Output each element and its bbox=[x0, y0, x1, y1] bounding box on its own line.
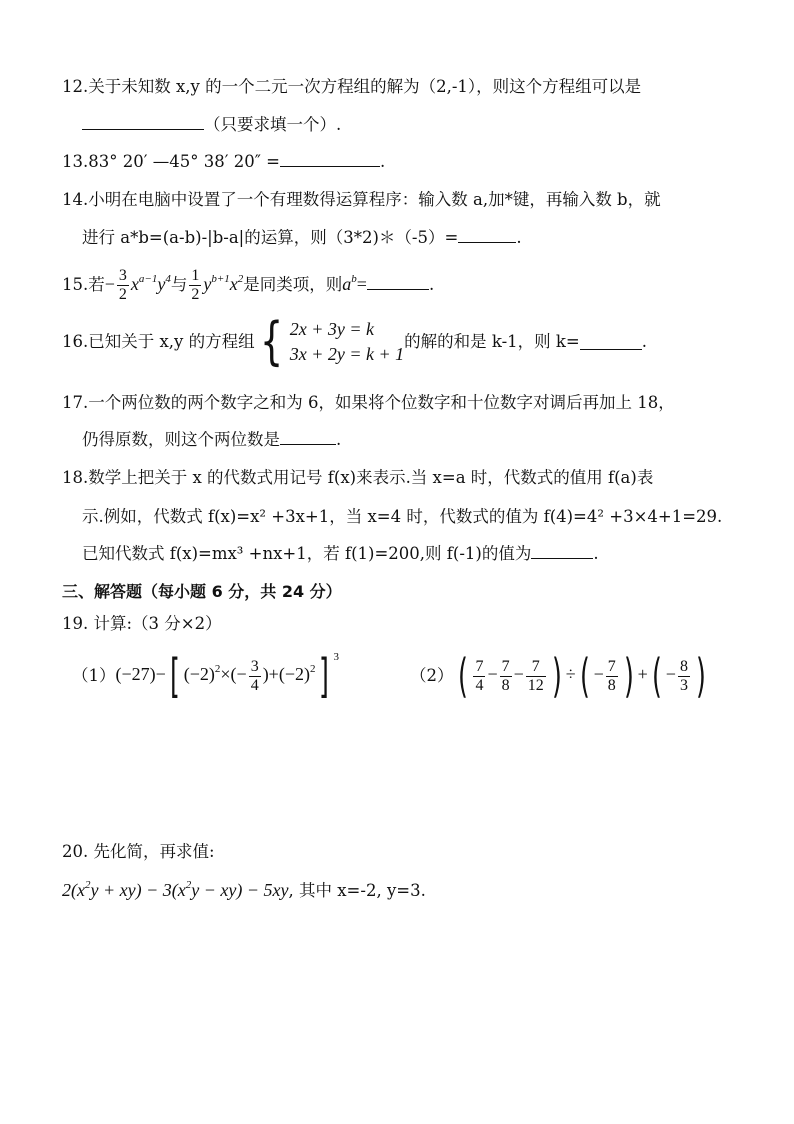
q19-part2 bbox=[410, 650, 710, 702]
q13-end: . bbox=[379, 152, 386, 171]
equation-1: 2x + 3y = k bbox=[289, 319, 374, 339]
q18-line2: 示.例如，代数式 f(x)=x² +3x+1，当 x=4 时，代数式的值为 f(4)=4² +3×4+1=29. bbox=[82, 507, 723, 526]
q14-end: . bbox=[516, 228, 522, 247]
q19-part1 bbox=[72, 650, 339, 702]
answer-blank[interactable] bbox=[82, 114, 204, 130]
q19-title: 19. 计算:（3 分×2） bbox=[62, 614, 222, 633]
q17-line1: 17.一个两位数的两个数字之和为 6，如果将个位数字和十位数字对调后再加上 18， bbox=[62, 393, 675, 412]
q15-fraction-1: $\frac{3}{2}$ bbox=[118, 267, 127, 303]
q12-note: （只要求填一个）. bbox=[204, 115, 342, 134]
section-title: 三、解答题（每小题 6 分，共 24 分） bbox=[62, 582, 342, 601]
answer-blank[interactable] bbox=[580, 334, 642, 350]
q17-text: 仍得原数，则这个两位数是 bbox=[82, 430, 280, 449]
q15-suffix: 是同类项，则 bbox=[243, 275, 343, 294]
q15: 15.若− $\frac{3}{2}$ $x^{a-1}y^4$与 $\frac{1}{2}$ $y^{b+1}x^2$是同类项，则$a^b=$ . bbox=[62, 267, 435, 303]
q16-end: . bbox=[641, 332, 647, 351]
q15-end: . bbox=[428, 275, 435, 294]
answer-blank[interactable] bbox=[280, 429, 336, 445]
q20-title: 20. 先化简，再求值: bbox=[62, 842, 215, 861]
q14-line2 bbox=[82, 226, 522, 250]
q16 bbox=[62, 314, 647, 370]
q12-line2 bbox=[82, 113, 341, 137]
answer-blank[interactable] bbox=[367, 274, 429, 290]
answer-blank[interactable] bbox=[280, 151, 380, 167]
answer-blank[interactable] bbox=[531, 543, 593, 559]
answer-blank[interactable] bbox=[458, 227, 516, 243]
q15-prefix: 15.若 bbox=[62, 275, 105, 294]
q18-text: 已知代数式 f(x)=mx³ +nx+1，若 f(1)=200,则 f(-1)的值为 bbox=[82, 544, 532, 563]
q19-part1-expression: (−27)−[ $(-2)^2\times(-$ $\frac{3}{4}$ )$+(-2)^2$] $^3$ bbox=[115, 649, 339, 703]
q17-end: . bbox=[336, 430, 342, 449]
q19-part1-label: （1） bbox=[72, 666, 116, 685]
q18-line3 bbox=[82, 542, 599, 566]
q12-line1: 12.关于未知数 x,y 的一个二元一次方程组的解为（2,-1），则这个方程组可以是 bbox=[62, 77, 642, 96]
q19-part2-label: （2） bbox=[410, 666, 454, 685]
q16-prefix: 16.已知关于 x,y 的方程组 bbox=[62, 332, 255, 351]
q14-text: 进行 a*b=(a-b)-|b-a|的运算，则（3*2)＊（-5）= bbox=[82, 228, 459, 247]
equation-system: { 2x + 3y = k 3x + 2y = k + 1 bbox=[259, 312, 405, 372]
q14-line1: 14.小明在电脑中设置了一个有理数得运算程序：输入数 a,加*键，再输入数 b，就 bbox=[62, 190, 661, 209]
equation-2: 3x + 2y = k + 1 bbox=[289, 344, 405, 364]
q15-fraction-2: $\frac{1}{2}$ bbox=[191, 267, 200, 303]
q19-part2-expression: ( $\frac{7}{4}$ − $\frac{7}{8}$ − $\frac{7}{12}$ ) ÷( − $\frac{7}{8}$ ) +( − $\frac{8}{3}$ ) bbox=[457, 649, 706, 703]
q15-mid: 与 bbox=[170, 275, 188, 294]
q18-line1: 18.数学上把关于 x 的代数式用记号 f(x)来表示.当 x=a 时，代数式的值用 f(a)表 bbox=[62, 468, 654, 487]
q13 bbox=[62, 150, 385, 174]
q17-line2 bbox=[82, 428, 341, 452]
q20-condition: , 其中 x=-2, y=3. bbox=[288, 881, 426, 900]
q20-expression-line bbox=[62, 878, 426, 903]
q16-suffix: 的解的和是 k-1，则 k= bbox=[404, 332, 580, 351]
q13-text: 13.83° 20′ —45° 38′ 20″ = bbox=[62, 152, 280, 171]
q18-end: . bbox=[593, 544, 599, 563]
q20-expression: $2(x^2y + xy) - 3(x^2y - xy) - 5xy$ bbox=[62, 879, 289, 900]
